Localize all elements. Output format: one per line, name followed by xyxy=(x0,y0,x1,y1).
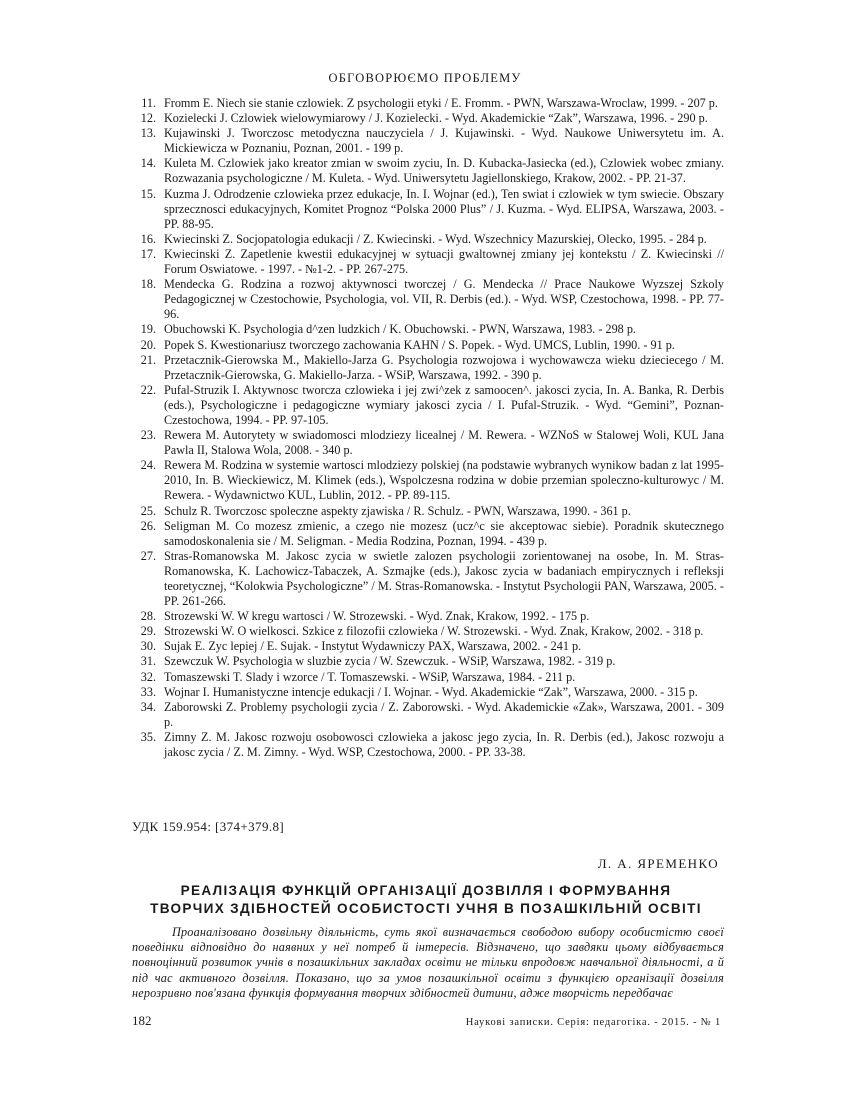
reference-text: Schulz R. Tworczosc spoleczne aspekty zjawiska / R. Schulz. - PWN, Warszawa, 1990. - 361 p. xyxy=(164,503,631,518)
reference-number: 18. xyxy=(140,277,156,292)
reference-text: Sujak E. Zyc lepiej / E. Sujak. - Instytut Wydawniczy PAX, Warszawa, 2002. - 241 p. xyxy=(164,639,582,654)
reference-number: 14. xyxy=(140,156,156,171)
reference-text: Szewczuk W. Psychologia w sluzbie zycia / W. Szewczuk. - WSiP, Warszawa, 1982. - 319 p. xyxy=(164,654,616,669)
reference-text: Rewera M. Rodzina w systemie wartosci mlodziezy polskiej (na podstawie wybranych wynikow badan z lat 1995-2010, In. B. Wieckiewicz, M. Klimek (eds.), Wspolczesna rodzina w dobie przemian spoleczno-kulturowyc / M. Rewera. - Wydawnictwo KUL, Lublin, 2012. - PP. 89-115. xyxy=(164,458,724,503)
reference-text: Kujawinski J. Tworczosc metodyczna nauczyciela / J. Kujawinski. - Wyd. Naukowe Uniwersytetu im. A. Mickiewicza w Poznaniu, Poznan, 2001. - 199 p. xyxy=(164,126,724,156)
reference-text: Strozewski W. O wielkosci. Szkice z filozofii czlowieka / W. Strozewski. - Wyd. Znak, Krakow, 2002. - 318 p. xyxy=(164,624,704,639)
journal-footer: Наукові записки. Серія: педагогіка. - 2015. - № 1 xyxy=(465,1017,721,1028)
reference-number: 22. xyxy=(140,382,156,397)
reference-item xyxy=(132,277,724,322)
page-number: 182 xyxy=(132,1013,152,1028)
reference-number: 33. xyxy=(140,684,156,699)
reference-item xyxy=(132,96,724,111)
article-abstract: Проаналізовано дозвільну діяльність, суть якої визначається свободою вибору особистістю своєї поведінки відповідно до наявних у неї потреб й інтересів. Відзначено, що завдяки цьому відбувається повноцінний розвиток учнів в позашкільних закладах освіти не тільки впродовж навчальної діяльності, а й під час активного дозвілля. Показано, що за умов позашкільної освіти з функцією організації дозвілля нерозривно пов'язана функція формування творчих здібностей дитини, адже творчість передбачає xyxy=(132,925,724,1000)
reference-list xyxy=(132,96,724,760)
reference-item xyxy=(132,700,724,730)
reference-item xyxy=(132,111,724,126)
article-title-line-1: РЕАЛІЗАЦІЯ ФУНКЦІЙ ОРГАНІЗАЦІЇ ДОЗВІЛЛЯ І ФОРМУВАННЯ xyxy=(180,883,672,898)
reference-text: Kuzma J. Odrodzenie czlowieka przez edukacje, In. I. Wojnar (ed.), Ten swiat i czlowiek w tym swiecie. Obszary sprzecznosci edukacyjnych, Komitet Prognoz “Polska 2000 Plus” / J. Kuzma. - Wyd. ELIPSA, Warszawa, 2003. - PP. 88-95. xyxy=(164,186,724,231)
reference-text: Kuleta M. Czlowiek jako kreator zmian w swoim zyciu, In. D. Kubacka-Jasiecka (ed.), Czlowiek wobec zmiany. Rozwazania psychologiczne / M. Kuleta. - Wyd. Uniwersytetu Jagiellonskiego, Krakow, 2002. - PP. 21-37. xyxy=(164,156,724,186)
reference-text: Fromm E. Niech sie stanie czlowiek. Z psychologii etyki / E. Fromm. - PWN, Warszawa-Wroclaw, 1999. - 207 p. xyxy=(164,96,718,110)
reference-item xyxy=(132,247,724,277)
reference-text: Seligman M. Co mozesz zmienic, a czego nie mozesz (ucz^c sie akceptowac siebie). Poradnik skutecznego samodoskonalenia sie / M. Seligman. - Media Rodzina, Poznan, 1994. - 439 p. xyxy=(164,518,724,548)
reference-item xyxy=(132,156,724,186)
reference-item xyxy=(132,519,724,549)
reference-text: Rewera M. Autorytety w swiadomosci mlodziezy licealnej / M. Rewera. - WZNoS w Stalowej Woli, KUL Jana Pawla II, Stalowa Wola, 2008. - 340 p. xyxy=(164,428,724,458)
reference-item xyxy=(132,549,724,609)
reference-text: Tomaszewski T. Slady i wzorce / T. Tomaszewski. - WSiP, Warszawa, 1984. - 211 p. xyxy=(164,669,576,684)
reference-text: Wojnar I. Humanistyczne intencje edukacji / I. Wojnar. - Wyd. Akademickie “Zak”, Warszawa, 2000. - 315 p. xyxy=(164,684,698,699)
reference-number: 21. xyxy=(140,352,156,367)
reference-number: 29. xyxy=(140,624,156,639)
reference-item xyxy=(132,458,724,503)
reference-item xyxy=(132,730,724,760)
reference-item xyxy=(132,353,724,383)
reference-item xyxy=(132,670,724,685)
reference-number: 34. xyxy=(140,699,156,714)
reference-number: 27. xyxy=(140,548,156,563)
reference-number: 28. xyxy=(140,609,156,624)
reference-number: 24. xyxy=(140,458,156,473)
reference-number: 19. xyxy=(140,322,156,337)
reference-item xyxy=(132,624,724,639)
reference-text: Popek S. Kwestionariusz tworczego zachowania KAHN / S. Popek. - Wyd. UMCS, Lublin, 1990. - 91 p. xyxy=(164,337,675,352)
reference-item xyxy=(132,322,724,337)
reference-text: Obuchowski K. Psychologia d^zen ludzkich / K. Obuchowski. - PWN, Warszawa, 1983. - 298 p. xyxy=(164,322,636,337)
running-head: ОБГОВОРЮЄМО ПРОБЛЕМУ xyxy=(328,71,522,85)
reference-number: 20. xyxy=(140,337,156,352)
reference-item xyxy=(132,187,724,232)
reference-item xyxy=(132,383,724,428)
reference-text: Przetacznik-Gierowska M., Makiello-Jarza G. Psychologia rozwojowa i wychowawcza wieku dzieciecego / M. Przetacznik-Gierowska, G. Makiello-Jarza. - WSiP, Warszawa, 1992. - 390 p. xyxy=(164,352,724,382)
reference-item xyxy=(132,428,724,458)
reference-text: Kwiecinski Z. Socjopatologia edukacji / Z. Kwiecinski. - Wyd. Wszechnicy Mazurskiej, Olecko, 1995. - 284 p. xyxy=(164,231,707,246)
reference-text: Mendecka G. Rodzina a rozwoj aktywnosci tworczej / G. Mendecka // Prace Naukowe Wyzszej Szkoly Pedagogicznej w Czestochowie, Psychologia, vol. VII, R. Derbis (ed.). - Wyd. WSP, Czestochowa, 1998. - PP. 77-96. xyxy=(164,277,724,322)
reference-number: 12. xyxy=(140,111,156,126)
reference-number: 32. xyxy=(140,669,156,684)
reference-number: 25. xyxy=(140,503,156,518)
reference-item xyxy=(132,609,724,624)
reference-text: Stras-Romanowska M. Jakosc zycia w swietle zalozen psychologii zorientowanej na osobe, In. M. Stras-Romanowska, K. Lachowicz-Tabaczek, A. Szmajke (eds.), Jakosc zycia w badaniach empirycznych i refleksji teoretycznej, “Kolokwia Psychologiczne” / M. Stras-Romanowska. - Instytut Psychologii PAN, Warszawa, 2005. - PP. 261-266. xyxy=(164,548,724,609)
reference-item xyxy=(132,639,724,654)
reference-text: Kozielecki J. Czlowiek wielowymiarowy / J. Kozielecki. - Wyd. Akademickie “Zak”, Warszawa, 1996. - 290 p. xyxy=(164,111,708,126)
reference-item xyxy=(132,126,724,156)
reference-number: 16. xyxy=(140,231,156,246)
reference-number: 30. xyxy=(140,639,156,654)
reference-number: 35. xyxy=(140,729,156,744)
reference-item xyxy=(132,338,724,353)
reference-number: 26. xyxy=(140,518,156,533)
article-author: Л. А. ЯРЕМЕНКО xyxy=(597,856,719,871)
reference-item xyxy=(132,504,724,519)
reference-text: Zimny Z. M. Jakosc rozwoju osobowosci czlowieka a jakosc jego zycia, In. R. Derbis (ed.), Jakosc rozwoju a jakosc zycia / Z. M. Zimny. - Wyd. WSP, Czestochowa, 2000. - PP. 33-38. xyxy=(164,729,724,760)
reference-text: Strozewski W. W kregu wartosci / W. Strozewski. - Wyd. Znak, Krakow, 1992. - 175 p. xyxy=(164,609,590,624)
reference-text: Pufal-Struzik I. Aktywnosc tworcza czlowieka i jej zwi^zek z samoocen^. jakosci zycia, In. A. Banka, R. Derbis (eds.), Psychologiczne i pedagogiczne wymiary jakosci zycia / I. Pufal-Struzik. - Wyd. “Gemini”, Poznan-Czestochowa, 1994. - PP. 97-105. xyxy=(164,382,724,427)
reference-text: Kwiecinski Z. Zapetlenie kwestii edukacyjnej w sytuacji gwaltownej zmiany jej kontekstu / Z. Kwiecinski // Forum Oswiatowe. - 1997. - №1-2. - PP. 267-275. xyxy=(164,246,724,277)
reference-number: 17. xyxy=(140,246,156,261)
reference-item xyxy=(132,685,724,700)
reference-item xyxy=(132,654,724,669)
article-title xyxy=(120,882,732,918)
udc-code: УДК 159.954: [374+379.8] xyxy=(132,819,285,834)
reference-item xyxy=(132,232,724,247)
reference-number: 23. xyxy=(140,428,156,443)
reference-number: 11. xyxy=(141,96,156,110)
reference-text: Zaborowski Z. Problemy psychologii zycia / Z. Zaborowski. - Wyd. Akademickie «Zak», Warszawa, 2001. - 309 p. xyxy=(164,699,724,729)
article-title-line-2: ТВОРЧИХ ЗДІБНОСТЕЙ ОСОБИСТОСТІ УЧНЯ В ПОЗАШКІЛЬНІЙ ОСВІТІ xyxy=(150,901,702,916)
reference-number: 15. xyxy=(140,186,156,201)
reference-number: 31. xyxy=(140,654,156,669)
reference-number: 13. xyxy=(140,126,156,141)
